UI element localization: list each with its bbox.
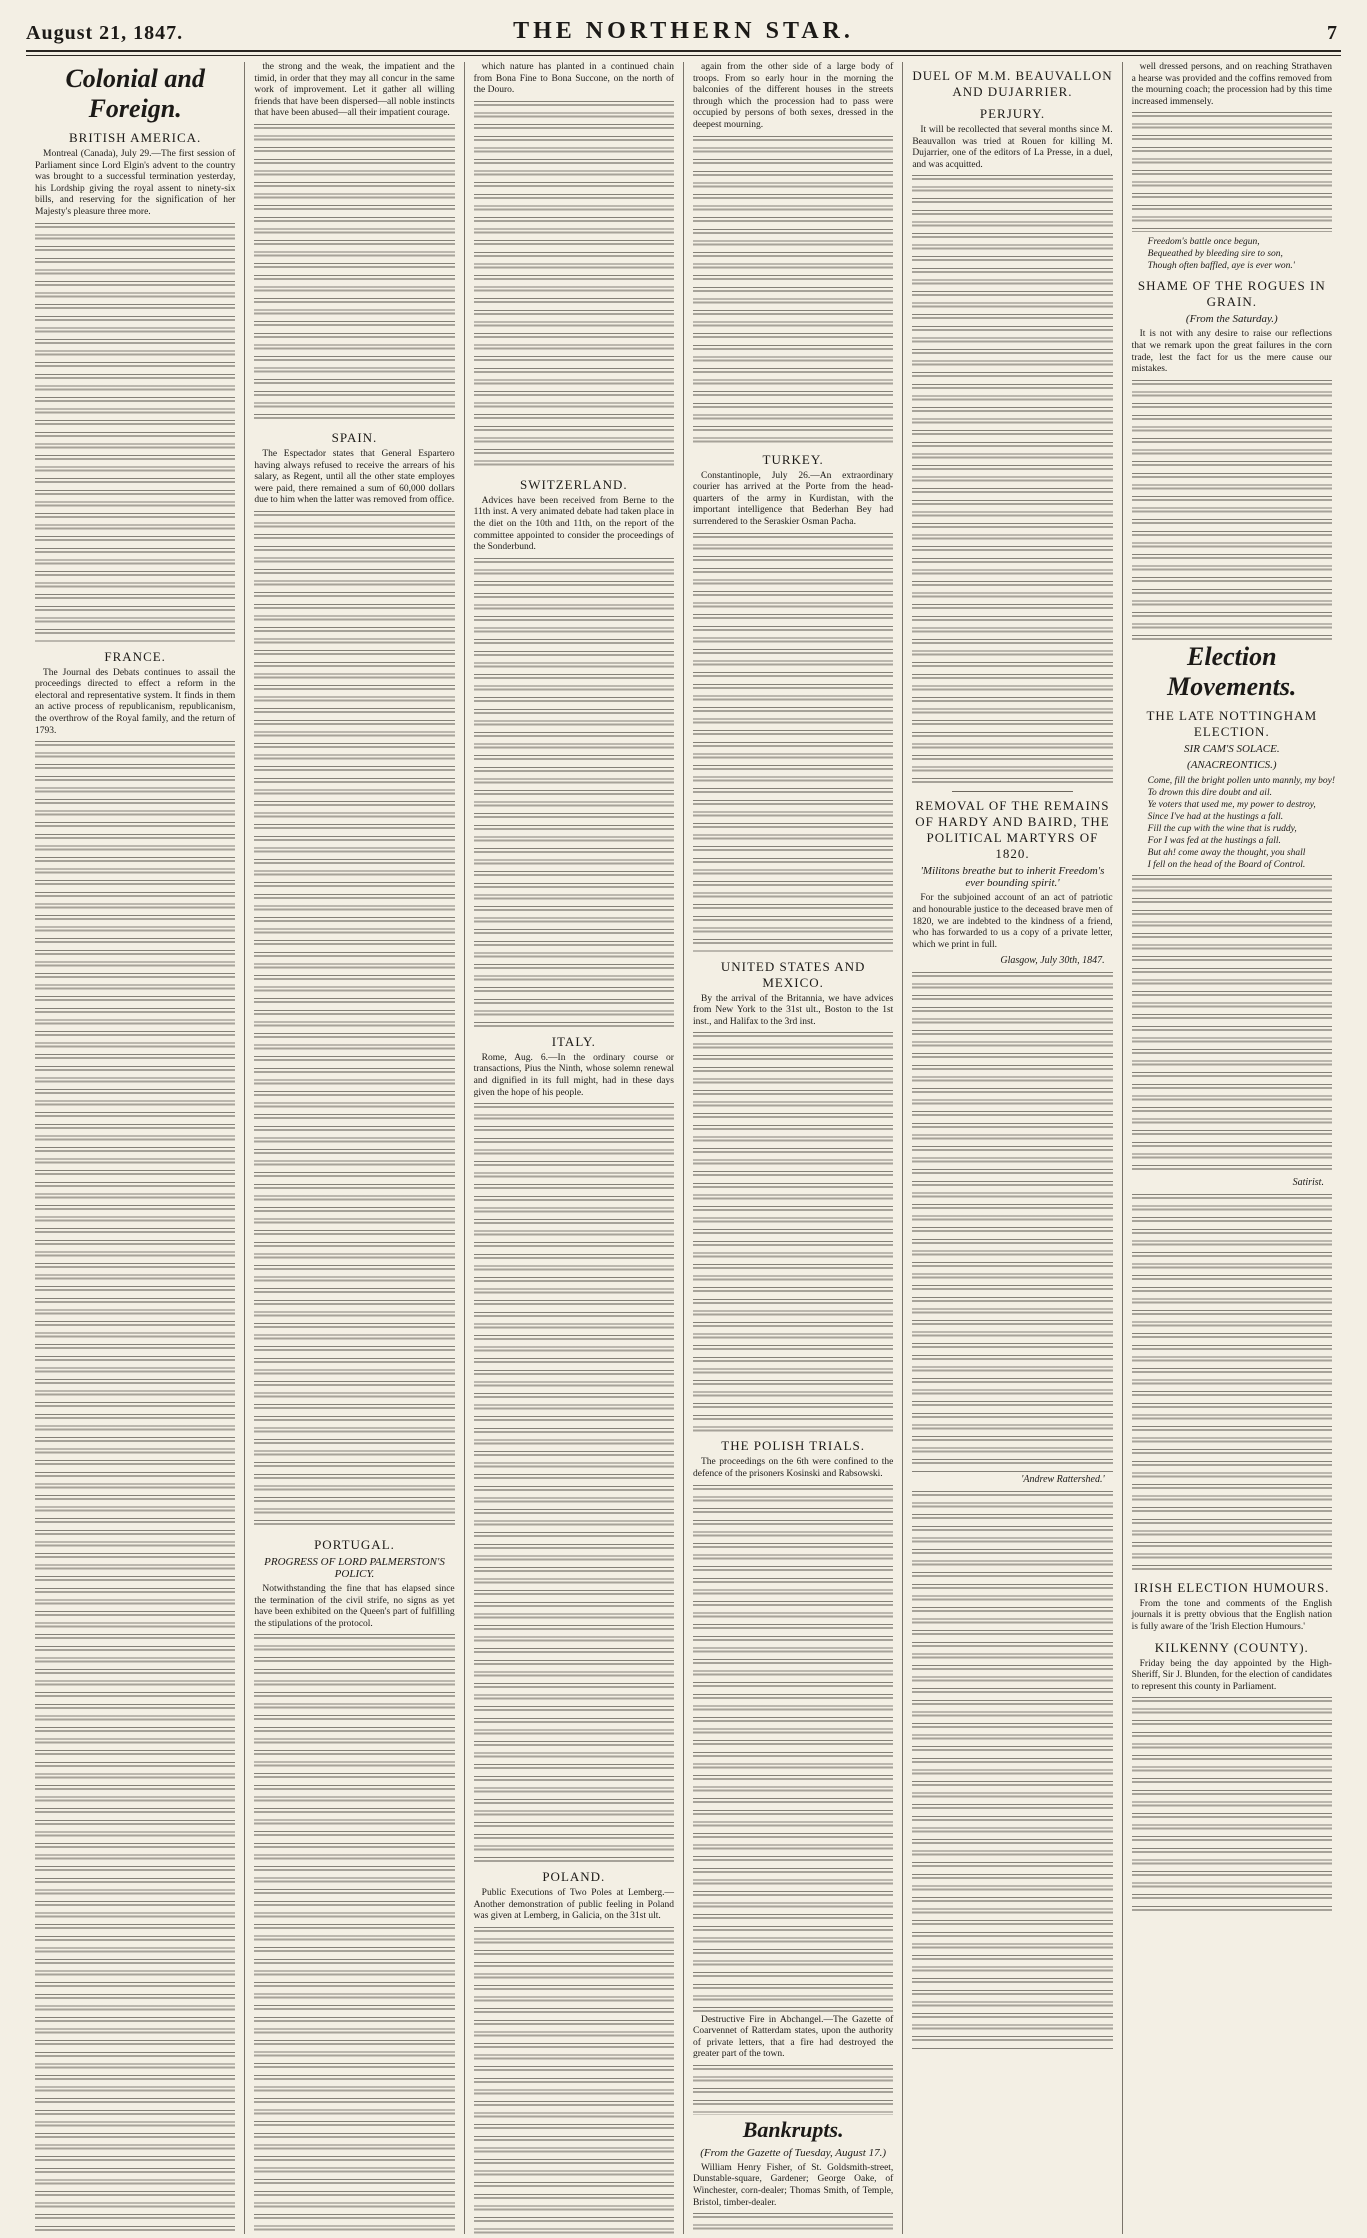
heading-italy: ITALY. xyxy=(551,1033,596,1049)
poem-line: Since I've had at the hustings a fall. xyxy=(1147,811,1284,822)
letter-dateline: Glasgow, July 30th, 1847. xyxy=(1000,955,1105,967)
heading-polish-trials: THE POLISH TRIALS. xyxy=(721,1438,866,1454)
page-number: 7 xyxy=(1327,22,1337,44)
heading-bankrupts: Bankrupts. xyxy=(742,2116,844,2142)
article-source: (From the Saturday.) xyxy=(1185,313,1278,326)
article-continued-text: well dressed persons, and on reaching Strathaven a hearse was provided and the coffins removed from the mourning coach; the procession had by this time increased immensely. xyxy=(1131,62,1332,107)
heading-turkey: TURKEY. xyxy=(762,451,824,467)
heading-portugal: PORTUGAL. xyxy=(314,1536,395,1552)
poem-continued xyxy=(1132,875,1332,1175)
article-lead-irish: From the tone and comments of the English journals it is pretty obvious that the English nation is fully aware of the 'Irish Election Humours.' xyxy=(1131,1598,1332,1632)
article-text-duel xyxy=(912,175,1112,785)
subheading-anacreontics: (ANACREONTICS.) xyxy=(1187,758,1277,771)
heading-removal-remains: REMOVAL OF THE REMAINS OF HARDY AND BAIRD, THE POLITICAL MARTYRS OF 1820. xyxy=(915,798,1110,862)
article-lead-united-states: By the arrival of the Britannia, we have advices from New York to the 31st ult., Boston to the 1st inst., and Halifax to the 3rd inst. xyxy=(692,993,894,1027)
news-note-text xyxy=(693,2065,893,2115)
poem-line: But ah! come away the thought, you shall xyxy=(1147,847,1306,858)
article-lead-british-america: Montreal (Canada), July 29.—The first session of Parliament since Lord Elgin's advent to the country was brought to a successful termination yesterday, his Lordship giving the royal assent to ninety-six bills, and reserving for the signification of her Majesty's pleasure three more. xyxy=(35,149,236,217)
bankrupts-list-text xyxy=(693,2213,893,2234)
article-text-continued xyxy=(1132,112,1332,232)
article-text-shame xyxy=(1132,380,1332,640)
article-text-switzerland xyxy=(474,558,674,1028)
article-text-election xyxy=(1132,1194,1332,1574)
heading-duel: DUEL OF M.M. BEAUVALLON AND DUJARRIER. xyxy=(912,68,1113,99)
article-lead-kilkenny: Friday being the day appointed by the High-Sheriff, Sir J. Blunden, for the election of candidates to represent this county in Parliament. xyxy=(1131,1658,1332,1692)
section-title-election-movements: Election Movements. xyxy=(1167,641,1297,701)
issue-date: August 21, 1847. xyxy=(26,22,184,44)
article-lead-italy: Rome, Aug. 6.—In the ordinary course or transactions, Pius the Ninth, whose solemn renewal and dignified in its full might, had in these days given the hope of his people. xyxy=(473,1052,674,1098)
heading-kilkenny: KILKENNY (COUNTY). xyxy=(1154,1639,1309,1655)
election-poem xyxy=(1132,775,1335,871)
heading-nottingham-election: THE LATE NOTTINGHAM ELECTION. xyxy=(1146,707,1318,739)
subheading-palmerston-policy: PROGRESS OF LORD PALMERSTON'S POLICY. xyxy=(264,1555,445,1580)
article-lead-removal: For the subjoined account of an act of patriotic and honourable justice to the deceased brave men of 1820, we are indebted to the kindness of a friend, who has forwarded to us a copy of a private letter, which we print in full. xyxy=(912,893,1113,950)
article-lead-turkey: Constantinople, July 26.—An extraordinary courier has arrived at the Porte from the head-quarters of the army in Kurdistan, with the important intelligence that Bederhan Bey had surrendered to the Seraskier Osman Pacha. xyxy=(692,470,894,527)
news-note-fire: Destructive Fire in Abchangel.—The Gazette of Coarvennet of Ratterdam states, upon the authority of private letters, that a fire had destroyed the greater part of the town. xyxy=(692,2014,894,2060)
poem-line: For I was fed at the hustings a fall. xyxy=(1147,835,1281,846)
poem-line: Fill the cup with the wine that is ruddy, xyxy=(1147,823,1297,834)
masthead xyxy=(26,14,1341,52)
heading-spain: SPAIN. xyxy=(331,429,378,445)
article-text-portugal xyxy=(254,1634,454,2234)
article-text-removal xyxy=(912,972,1112,1472)
article-text-continued xyxy=(693,136,893,446)
article-text-italy xyxy=(474,1103,674,1863)
heading-switzerland: SWITZERLAND. xyxy=(519,476,628,492)
poem-line: To drown this dire doubt and ail. xyxy=(1147,787,1272,798)
column-3 xyxy=(465,62,684,2234)
newspaper-title: THE NORTHERN STAR. xyxy=(513,18,854,44)
article-lead-spain: The Espectador states that General Espartero having always refused to receive the arrears of his salary, as Regent, until all the other state employes were paid, there remained a sum of 60,000 dollars due to him when the latter was removed from office. xyxy=(254,448,455,506)
bankrupts-list: William Henry Fisher, of St. Goldsmith-street, Dunstable-square, Gardener; George Oake, of Winchester, corn-dealer; Thomas Smith, of Temple, Bristol, timber-dealer. xyxy=(692,2162,894,2208)
verse-quote xyxy=(1132,236,1332,272)
article-lead-polish-trials: The proceedings on the 6th were confined to the defence of the prisoners Kosinski and Rabsowski. xyxy=(692,1457,894,1479)
article-text-removal-continued xyxy=(912,1491,1112,2051)
heading-irish-election: IRISH ELECTION HUMOURS. xyxy=(1134,1579,1330,1595)
letter-signature: 'Andrew Rattershed.' xyxy=(1021,1474,1105,1486)
article-continued-text: the strong and the weak, the impatient and the timid, in order that they may all concur in the same work of improvement. Let it gather all willing friends that have been dispersed—all noble instincts that have been abused—all their impatient courage. xyxy=(254,62,455,119)
heading-perjury: PERJURY. xyxy=(979,106,1046,121)
column-1 xyxy=(26,62,245,2234)
heading-united-states-mexico: UNITED STATES AND MEXICO. xyxy=(720,958,866,990)
article-lead-switzerland: Advices have been received from Berne to the 11th inst. A very animated debate had taken place in the diet on the 10th and 11th, on the report of the committee appointed to consider the proceedings of the Sonderbund. xyxy=(473,495,674,553)
verse-line: Though often baffled, aye is ever won.' xyxy=(1147,261,1295,272)
verse-line: Freedom's battle once begun, xyxy=(1147,237,1260,248)
article-lead-portugal: Notwithstanding the fine that has elapsed since the termination of the civil strife, no signs as yet have been exhibited on the Queen's part of fulfilling the stipulations of the protocol. xyxy=(254,1583,455,1629)
column-5 xyxy=(903,62,1122,2234)
masthead-rule xyxy=(26,55,1341,56)
divider xyxy=(952,791,1072,792)
article-continued-text: again from the other side of a large body of troops. From so early hour in the morning the balconies of the different houses in the streets through which the procession had to pass were occupied by persons of both sexes, dressed in the deepest mourning. xyxy=(692,62,894,130)
heading-poland: POLAND. xyxy=(542,1869,606,1885)
section-title-colonial-foreign: Colonial and Foreign. xyxy=(65,64,205,123)
heading-british-america: BRITISH AMERICA. xyxy=(69,130,202,145)
article-text-continued xyxy=(474,101,674,471)
article-lead-france: The Journal des Debats continues to assail the proceedings directed to effect a reform in the electoral and representative system. It finds in them an active process of republicanism, republicanism, the overthrow of the Royal family, and the return of 1793. xyxy=(35,667,236,736)
poem-attribution: Satirist. xyxy=(1292,1176,1324,1188)
poem-line: Ye voters that used me, my power to destroy, xyxy=(1147,799,1316,810)
article-text-poland xyxy=(474,1927,674,2234)
bankrupts-source: (From the Gazette of Tuesday, August 17.) xyxy=(700,2146,887,2159)
column-4 xyxy=(684,62,903,2234)
column-2 xyxy=(245,62,464,2234)
article-text-france xyxy=(35,741,235,2234)
poem-line: I fell on the head of the Board of Control. xyxy=(1147,859,1306,870)
article-text-spain xyxy=(254,511,454,1531)
heading-france: FRANCE. xyxy=(104,648,166,664)
article-text-kilkenny xyxy=(1132,1697,1332,1917)
columns xyxy=(26,62,1341,2234)
heading-shame-rogues: SHAME OF THE ROGUES IN GRAIN. xyxy=(1137,278,1326,310)
column-6 xyxy=(1123,62,1341,2234)
article-text-united-states xyxy=(693,1032,893,1432)
article-motto: 'Militons breathe but to inherit Freedom's ever bounding spirit.' xyxy=(920,865,1105,890)
article-lead-poland: Public Executions of Two Poles at Lemberg.—Another demonstration of public feeling in Poland was given at Lemberg, in Galicia, on the 31st ult. xyxy=(473,1888,674,1922)
article-text-british-america xyxy=(35,223,235,643)
poem-line: Come, fill the bright pollen unto mannly, my boy! xyxy=(1147,775,1335,786)
article-lead-duel: It will be recollected that several months since M. Beauvallon was tried at Rouen for killing M. Dujarrier, one of the editors of La Presse, in a duel, and was acquitted. xyxy=(912,125,1113,170)
article-text-continued xyxy=(254,124,454,424)
article-continued-text: which nature has planted in a continued chain from Bona Fine to Bona Succone, on the north of the Douro. xyxy=(473,62,674,96)
verse-line: Bequeathed by bleeding sire to son, xyxy=(1147,249,1283,260)
subheading-sir-cam: SIR CAM'S SOLACE. xyxy=(1184,742,1280,755)
article-text-turkey xyxy=(693,533,893,953)
article-text-polish-trials xyxy=(693,1485,893,2015)
article-lead-shame: It is not with any desire to raise our reflections that we remark upon the great failures in the corn trade, lest the fact for us the mere cause our mistakes. xyxy=(1131,329,1332,375)
